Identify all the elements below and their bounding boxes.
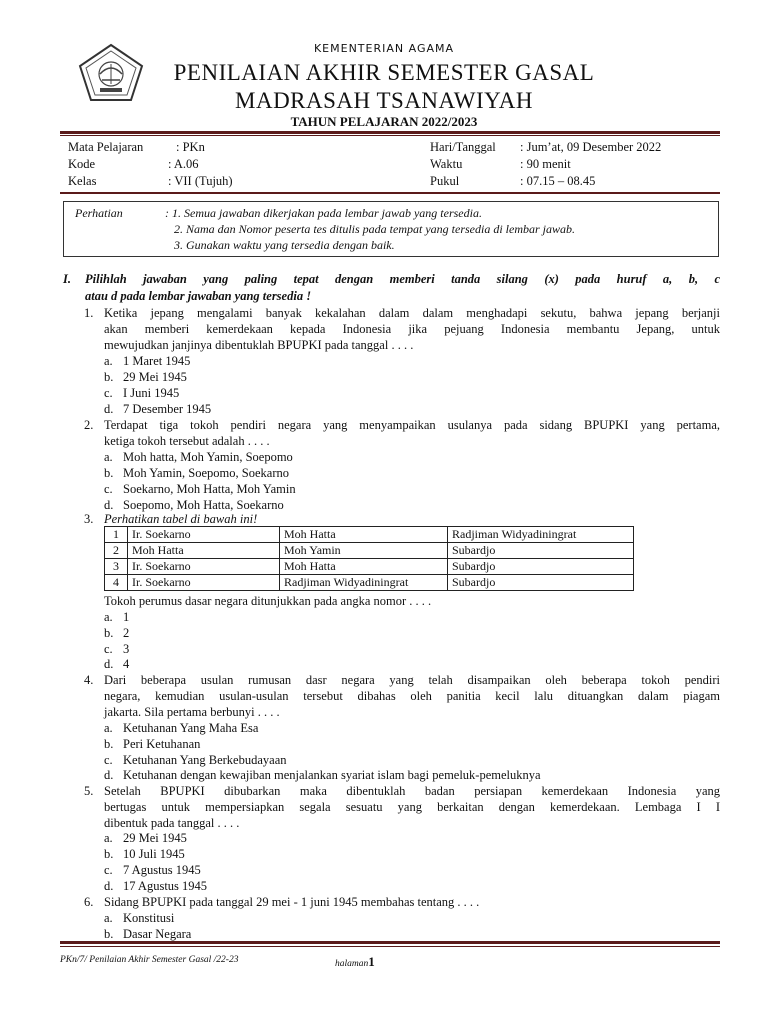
page-number: 1 (368, 954, 375, 969)
table-cell: Moh Hatta (280, 559, 448, 575)
notice-line-2: 2. Nama dan Nomor peserta tes ditulis pada tempat yang tersedia di lembar jawab. (174, 222, 575, 236)
question-text: mewujudkan janjinya dibentuklah BPUPKI pada tanggal . . . . (104, 338, 414, 352)
option-text: 1 (123, 610, 130, 624)
option-text: Peri Ketuhanan (123, 737, 201, 751)
footer-rule-thin (60, 946, 720, 947)
option-letter: d. (104, 657, 114, 671)
notice-label: Perhatian (75, 206, 123, 220)
option-text: Moh hatta, Moh Yamin, Soepomo (123, 450, 293, 464)
table-cell: Radjiman Widyadiningrat (280, 575, 448, 591)
question-text: Terdapat tiga tokoh pendiri negara yang menyampaikan usulanya pada sidang BPUPKI yang pertama, (104, 418, 720, 432)
info-time (430, 173, 595, 189)
table-cell: Ir. Soekarno (128, 559, 280, 575)
question-number: 3. (84, 512, 94, 526)
founders-table (104, 526, 634, 591)
option-letter: a. (104, 831, 113, 845)
option-letter: b. (104, 466, 114, 480)
option-text: 7 Desember 1945 (123, 402, 212, 416)
option-text: Ketuhanan Yang Berkebudayaan (123, 753, 287, 767)
footer-doc-info: PKn/7/ Penilaian Akhir Semester Gasal /22-23 (60, 955, 239, 965)
info-value: : 90 menit (520, 157, 571, 171)
info-label: Kode (68, 157, 96, 171)
notice-line-3: 3. Gunakan waktu yang tersedia dengan baik. (174, 238, 395, 252)
table-cell: Subardjo (448, 543, 634, 559)
option-text: Ketuhanan dengan kewajiban menjalankan syariat islam bagi pemeluk-pemeluknya (123, 768, 541, 782)
table-row (105, 559, 634, 575)
option-text: Soepomo, Moh Hatta, Soekarno (123, 498, 284, 512)
header-rule-thick (60, 131, 720, 134)
option-letter: c. (104, 642, 113, 656)
option-text: Konstitusi (123, 911, 175, 925)
info-value: : 07.15 – 08.45 (520, 174, 596, 188)
option-letter: a. (104, 721, 113, 735)
option-text: Moh Yamin, Soepomo, Soekarno (123, 466, 289, 480)
option-text: Ketuhanan Yang Maha Esa (123, 721, 259, 735)
info-label: Kelas (68, 174, 97, 188)
option-letter: a. (104, 911, 113, 925)
info-label: Pukul (430, 174, 460, 188)
table-cell: 1 (105, 527, 128, 543)
option-letter: d. (104, 402, 114, 416)
info-rule (60, 192, 720, 194)
option-letter: d. (104, 768, 114, 782)
option-letter: b. (104, 927, 114, 941)
info-label: Hari/Tanggal (430, 140, 496, 154)
table-cell: 4 (105, 575, 128, 591)
option-text: 17 Agustus 1945 (123, 879, 208, 893)
question-text: Setelah BPUPKI dibubarkan maka dibentuklah badan persiapan kemerdekaan Indonesia yang (104, 784, 720, 798)
option-letter: c. (104, 386, 113, 400)
option-letter: c. (104, 753, 113, 767)
question-text: Ketika jepang mengalami banyak kekalahan dalam dalam menghadapi sekutu, bahwa jepang berjanji (104, 306, 720, 320)
option-letter: c. (104, 863, 113, 877)
table-row (105, 575, 634, 591)
notice-line-1: : 1. Semua jawaban dikerjakan pada lembar jawab yang tersedia. (165, 206, 482, 220)
section-instruction-line2: atau d pada lembar jawaban yang tersedia ! (85, 289, 312, 303)
table-row (105, 527, 634, 543)
question-text: bertugas untuk mempersiapkan segala sesuatu yang berkaitan dengan kemerdekaan. Lembaga I I (104, 800, 720, 814)
footer-page-label (335, 954, 375, 970)
option-text: 3 (123, 642, 130, 656)
table-cell: Moh Yamin (280, 543, 448, 559)
question-number: 4. (84, 673, 94, 687)
table-cell: 2 (105, 543, 128, 559)
table-cell: Subardjo (448, 559, 634, 575)
info-value: : PKn (176, 140, 205, 154)
table-cell: Radjiman Widyadiningrat (448, 527, 634, 543)
option-text: 29 Mei 1945 (123, 831, 187, 845)
table-cell: Ir. Soekarno (128, 527, 280, 543)
table-cell: Moh Hatta (128, 543, 280, 559)
table-cell: Ir. Soekarno (128, 575, 280, 591)
info-class (68, 173, 233, 189)
exam-title: PENILAIAN AKHIR SEMESTER GASAL (173, 60, 595, 85)
question-number: 1. (84, 306, 94, 320)
info-duration (430, 156, 571, 172)
question-text: Perhatikan tabel di bawah ini! (104, 512, 258, 526)
section-instruction-line1: Pilihlah jawaban yang paling tepat dengan memberi tanda silang (x) pada huruf a, b, c (85, 272, 720, 286)
option-text: 7 Agustus 1945 (123, 863, 201, 877)
question-text: Sidang BPUPKI pada tanggal 29 mei - 1 juni 1945 membahas tentang . . . . (104, 895, 480, 909)
option-text: 1 Maret 1945 (123, 354, 191, 368)
question-text: ketiga tokoh tersebut adalah . . . . (104, 434, 270, 448)
question-number: 2. (84, 418, 94, 432)
option-letter: b. (104, 626, 114, 640)
option-letter: b. (104, 847, 114, 861)
question-number: 5. (84, 784, 94, 798)
academic-year: TAHUN PELAJARAN 2022/2023 (290, 114, 478, 129)
footer-rule-thick (60, 941, 720, 944)
option-text: 10 Juli 1945 (123, 847, 185, 861)
option-text: 29 Mei 1945 (123, 370, 187, 384)
option-text: Soekarno, Moh Hatta, Moh Yamin (123, 482, 296, 496)
question-text: jakarta. Sila pertama berbunyi . . . . (104, 705, 280, 719)
option-letter: b. (104, 370, 114, 384)
option-letter: a. (104, 450, 113, 464)
info-subject (68, 139, 205, 155)
info-value: : A.06 (168, 157, 199, 171)
question-number: 6. (84, 895, 94, 909)
option-text: 4 (123, 657, 130, 671)
page-label: halaman (335, 959, 369, 969)
info-value: : VII (Tujuh) (168, 174, 233, 188)
ministry-name: KEMENTERIAN AGAMA (313, 42, 455, 55)
option-letter: b. (104, 737, 114, 751)
info-value: : Jum’at, 09 Desember 2022 (520, 140, 662, 154)
table-cell: 3 (105, 559, 128, 575)
table-cell: Moh Hatta (280, 527, 448, 543)
question-text: negara, kemudian usulan-usulan tersebut dibahas oleh panitia kecil lalu dituangkan dalam piagam (104, 689, 720, 703)
info-label: Mata Pelajaran (68, 140, 144, 154)
option-letter: d. (104, 498, 114, 512)
option-letter: d. (104, 879, 114, 893)
option-letter: a. (104, 610, 113, 624)
section-number: I. (63, 272, 71, 286)
info-label: Waktu (430, 157, 463, 171)
info-code (68, 156, 199, 172)
option-text: 2 (123, 626, 130, 640)
table-cell: Subardjo (448, 575, 634, 591)
school-title: MADRASAH TSANAWIYAH (235, 88, 533, 113)
question-text: Tokoh perumus dasar negara ditunjukkan pada angka nomor . . . . (104, 594, 432, 608)
question-text: dibentuk pada tanggal . . . . (104, 816, 240, 830)
option-letter: a. (104, 354, 113, 368)
header-rule-thin (60, 135, 720, 136)
option-letter: c. (104, 482, 113, 496)
question-text: Dari beberapa usulan rumusan dasr negara yang telah disampaikan oleh beberapa tokoh pendiri (104, 673, 720, 687)
option-text: I Juni 1945 (123, 386, 180, 400)
option-text: Dasar Negara (123, 927, 192, 941)
table-row (105, 543, 634, 559)
question-text: akan memberi kemerdekaan kepada Indonesia jika pejuang Indonesia membantu Jepang, untuk (104, 322, 720, 336)
info-date (430, 139, 661, 155)
